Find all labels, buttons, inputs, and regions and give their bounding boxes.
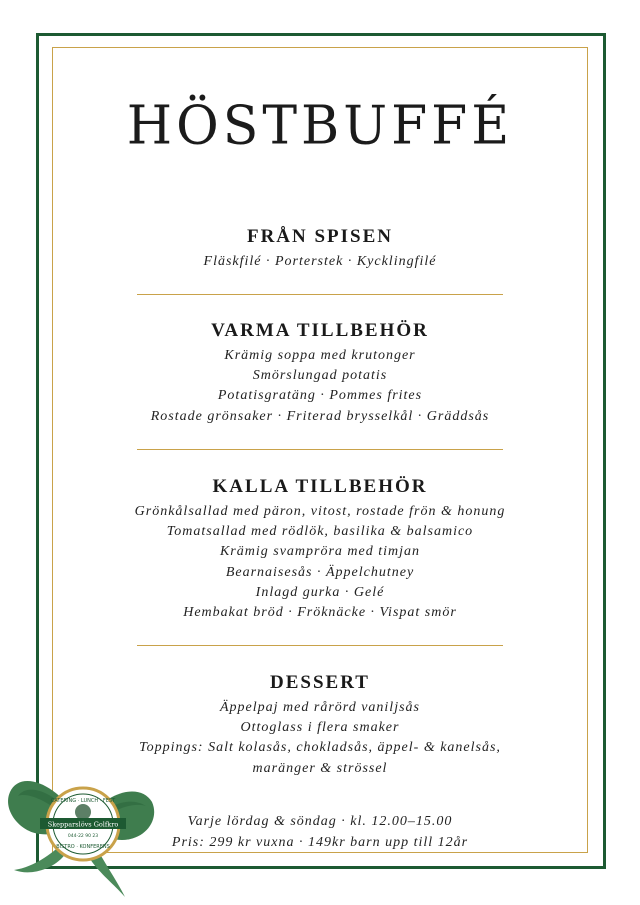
section-varma-tillbehor <box>0 320 640 427</box>
menu-line: Tomatsallad med rödlök, basilika & balsamico <box>166 524 474 540</box>
section-heading: KALLA TILLBEHÖR <box>212 476 428 497</box>
menu-line: Rostade grönsaker · Friterad brysselkål · Gräddsås <box>150 408 490 424</box>
menu-line: maränger & strössel <box>252 760 388 776</box>
section-heading: VARMA TILLBEHÖR <box>211 320 429 341</box>
schedule-text: Varje lördag & söndag · kl. 12.00–15.00 <box>187 814 453 829</box>
divider <box>137 449 503 450</box>
divider <box>137 645 503 646</box>
menu-line: Inlagd gurka · Gelé <box>255 584 385 600</box>
menu-line: Krämig svampröra med timjan <box>219 544 421 560</box>
section-heading: FRÅN SPISEN <box>246 226 394 247</box>
price-text: Pris: 299 kr vuxna · 149kr barn upp till 12år <box>171 835 469 850</box>
menu-line: Äppelpaj med rårörd vaniljsås <box>220 700 420 715</box>
menu-line: Smörslungad potatis <box>252 368 388 384</box>
menu-line: Ottoglass i flera smaker <box>240 720 400 736</box>
menu-title: HÖSTBUFFÉ <box>126 95 514 157</box>
logo-name: Skepparslövs Golfkro <box>47 820 119 829</box>
logo-ring-bottom: BISTRO · KONFERENS <box>56 844 110 850</box>
menu-line: Grönkålsallad med päron, vitost, rostade frön & honung <box>134 504 506 519</box>
menu-line: Bearnaisesås · Äppelchutney <box>225 564 415 580</box>
section-fran-spisen <box>0 226 640 272</box>
menu-line: Krämig soppa med krutonger <box>224 348 416 363</box>
bow-logo <box>0 752 165 902</box>
menu-line: Hembakat bröd · Fröknäcke · Vispat smör <box>183 605 457 621</box>
section-heading: DESSERT <box>270 672 370 693</box>
section-kalla-tillbehor <box>0 476 640 623</box>
logo-phone: 044-22 90 23 <box>67 834 99 839</box>
logo-ring-top: CATERING · LUNCH · FEST <box>50 798 116 804</box>
divider <box>137 294 503 295</box>
menu-line: Potatisgratäng · Pommes frites <box>217 388 423 404</box>
menu-line: Fläskfilé · Porterstek · Kycklingfilé <box>203 254 437 269</box>
menu-line: Toppings: Salt kolasås, chokladsås, äppel- & kanelsås, <box>139 740 501 756</box>
